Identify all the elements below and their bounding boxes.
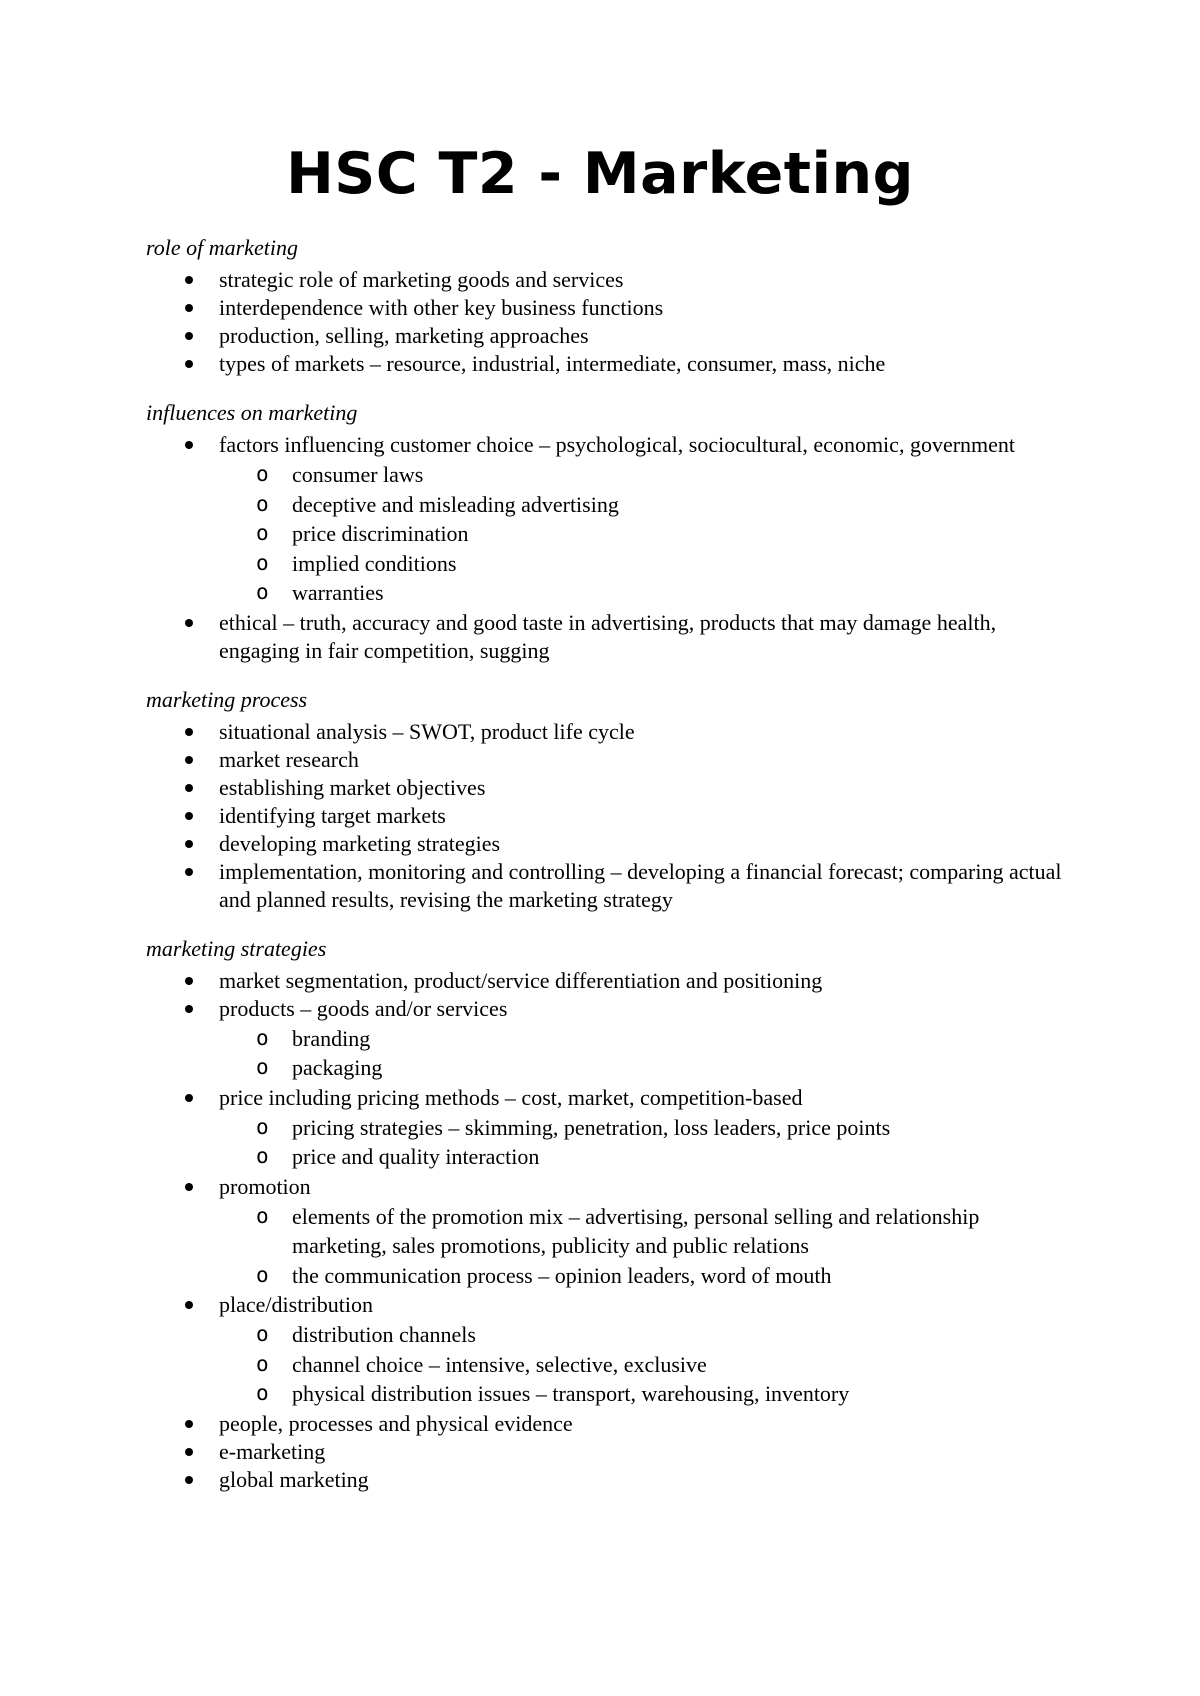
sub-list-item: o warranties (146, 578, 1076, 608)
sub-list-item: o consumer laws (146, 460, 1076, 490)
list-item-text: market segmentation, product/service differentiation and positioning (219, 967, 823, 993)
list-item (146, 995, 1076, 1083)
bullet-list (146, 431, 1076, 665)
page-title: HSC T2 - Marketing (286, 141, 914, 207)
sub-list (219, 460, 1076, 608)
list-item-text: e-marketing (219, 1438, 326, 1464)
sub-list (219, 1024, 1076, 1083)
sub-list-item: o pricing strategies – skimming, penetration, loss leaders, price points (146, 1113, 1076, 1143)
section (146, 234, 1076, 378)
list-item (146, 1438, 1076, 1466)
section-heading: influences on marketing (146, 400, 358, 425)
list-item-text: implementation, monitoring and controlling – developing a financial forecast; comparing actual and planned results, revising the marketing strategy (219, 858, 1062, 912)
section-heading: marketing process (146, 686, 308, 712)
list-item (146, 1291, 1076, 1409)
sub-list-item: o price discrimination (146, 519, 1076, 549)
list-item (146, 609, 1076, 665)
sub-list-item: o physical distribution issues – transport, warehousing, inventory (146, 1379, 1076, 1409)
list-item (146, 294, 1076, 322)
sub-list-item: o elements of the promotion mix – advertising, personal selling and relationship marketing, sales promotions, publicity and public relations (146, 1202, 1076, 1261)
section (146, 399, 1076, 665)
sub-list-item: o branding (146, 1024, 1076, 1054)
bullet-list (146, 718, 1076, 914)
list-item (146, 967, 1076, 995)
list-item-text: place/distribution (219, 1292, 373, 1317)
list-item (146, 431, 1076, 608)
list-item-text: strategic role of marketing goods and services (219, 267, 624, 292)
sub-list (219, 1320, 1076, 1409)
sub-list (219, 1202, 1076, 1291)
list-item-text: people, processes and physical evidence (219, 1410, 573, 1436)
list-item (146, 1466, 1076, 1494)
sub-list-item: o channel choice – intensive, selective, exclusive (146, 1350, 1076, 1380)
list-item (146, 1173, 1076, 1291)
list-item (146, 774, 1076, 802)
list-item (146, 1410, 1076, 1438)
list-item-text: identifying target markets (219, 802, 446, 828)
list-item (146, 830, 1076, 858)
list-item-text: global marketing (219, 1466, 369, 1492)
section (146, 935, 1076, 1494)
sub-list (219, 1113, 1076, 1172)
list-item (146, 718, 1076, 746)
list-item (146, 266, 1076, 294)
list-item-text: situational analysis – SWOT, product life cycle (219, 718, 635, 744)
list-item (146, 350, 1076, 378)
list-item-text: ethical – truth, accuracy and good taste in advertising, products that may damage health, engaging in fair competition, sugging (219, 609, 997, 663)
sub-list-item: o deceptive and misleading advertising (146, 490, 1076, 520)
list-item-text: types of markets – resource, industrial, intermediate, consumer, mass, niche (219, 351, 886, 376)
list-item-text: factors influencing customer choice – psychological, sociocultural, economic, government (219, 432, 1016, 457)
list-item-text: promotion (219, 1173, 311, 1199)
section-heading: marketing strategies (146, 935, 327, 961)
list-item-text: products – goods and/or services (219, 995, 508, 1021)
sub-list-item: o the communication process – opinion leaders, word of mouth (146, 1261, 1076, 1291)
list-item (146, 322, 1076, 350)
list-item (146, 746, 1076, 774)
document-body (146, 234, 1076, 1515)
sub-list-item: o distribution channels (146, 1320, 1076, 1350)
section-heading: role of marketing (146, 235, 298, 260)
list-item-text: price including pricing methods – cost, market, competition-based (219, 1084, 803, 1110)
list-item-text: production, selling, marketing approaches (219, 323, 589, 348)
sub-list-item: o packaging (146, 1053, 1076, 1083)
sub-list-item: o implied conditions (146, 549, 1076, 579)
section (146, 686, 1076, 914)
list-item-text: developing marketing strategies (219, 830, 501, 856)
list-item (146, 1084, 1076, 1172)
list-item-text: market research (219, 746, 359, 772)
sub-list-item: o price and quality interaction (146, 1142, 1076, 1172)
list-item (146, 802, 1076, 830)
bullet-list (146, 266, 1076, 378)
bullet-list (146, 967, 1076, 1494)
list-item-text: interdependence with other key business functions (219, 295, 664, 320)
list-item (146, 858, 1076, 914)
list-item-text: establishing market objectives (219, 774, 486, 800)
